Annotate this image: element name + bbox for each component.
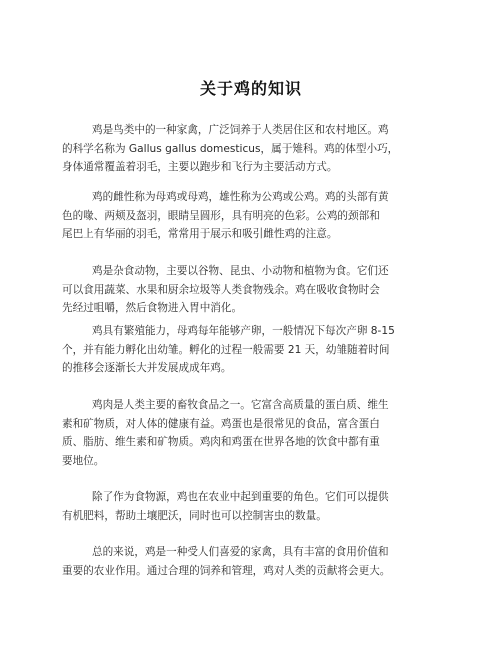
paragraph-3 [62,262,442,318]
paragraph-line: 先经过咀嚼，然后食物进入胃中消化。 [62,302,243,314]
paragraph-line: 色的喙、两颊及盔羽，眼睛呈圆形，具有明亮的色彩。公鸡的颈部和 [62,209,380,222]
paragraph-line: 身体通常覆盖着羽毛，主要以跑步和飞行为主要活动方式。 [62,161,338,173]
paragraph-line: 的推移会逐渐长大并发展成成年鸡。 [62,362,232,374]
paragraph-2 [62,188,442,244]
paragraph-line: 要地位。 [62,454,105,467]
paragraph-5 [62,396,442,470]
paragraph-line: 有机肥料，帮助土壤肥沃，同时也可以控制害虫的数量。 [62,509,327,522]
paragraph-1 [62,121,442,177]
paragraph-line: 鸡是鸟类中的一种家禽，广泛饲养于人类居住区和农村地区。鸡 [92,124,389,136]
paragraph-line: 的科学名称为 Gallus gallus domesticus，属于雉科。鸡的体型小巧， [62,142,399,155]
paragraph-line: 尾巴上有华丽的羽毛，常常用于展示和吸引雌性鸡的注意。 [62,228,338,240]
paragraph-line: 总的来说，鸡是一种受人们喜爱的家禽，具有丰富的食用价值和 [92,546,389,558]
paragraph-line: 质、脂肪、维生素和矿物质。鸡肉和鸡蛋在世界各地的饮食中都有重 [62,436,380,448]
paragraph-line: 重要的农业作用。通过合理的饲养和管理，鸡对人类的贡献将会更大。 [62,564,391,577]
paragraph-line: 鸡肉是人类主要的畜牧食品之一。它富含高质量的蛋白质、维生 [92,399,389,411]
paragraph-line: 除了作为食物源，鸡也在农业中起到重要的角色。它们可以提供 [92,491,389,503]
paragraph-line: 鸡是杂食动物，主要以谷物、昆虫、小动物和植物为食。它们还 [92,265,389,277]
paragraph-4 [62,322,442,378]
paragraph-line: 鸡具有繁殖能力，母鸡每年能够产卵，一般情况下每次产卵 8-15 [92,325,395,337]
paragraph-line: 个，并有能力孵化出幼雏。孵化的过程一般需要 21 天，幼雏随着时间 [62,343,390,356]
paragraph-line: 素和矿物质，对人体的健康有益。鸡蛋也是很常见的食品，富含蛋白 [62,417,380,430]
paragraph-6 [62,488,442,525]
paragraph-line: 鸡的雌性称为母鸡或母鸡，雄性称为公鸡或公鸡。鸡的头部有黄 [92,191,389,203]
paragraph-line: 可以食用蔬菜、水果和厨余垃圾等人类食物残余。鸡在吸收食物时会 [62,283,380,296]
document-title: 关于鸡的知识 [199,79,302,98]
paragraph-7 [62,543,442,580]
